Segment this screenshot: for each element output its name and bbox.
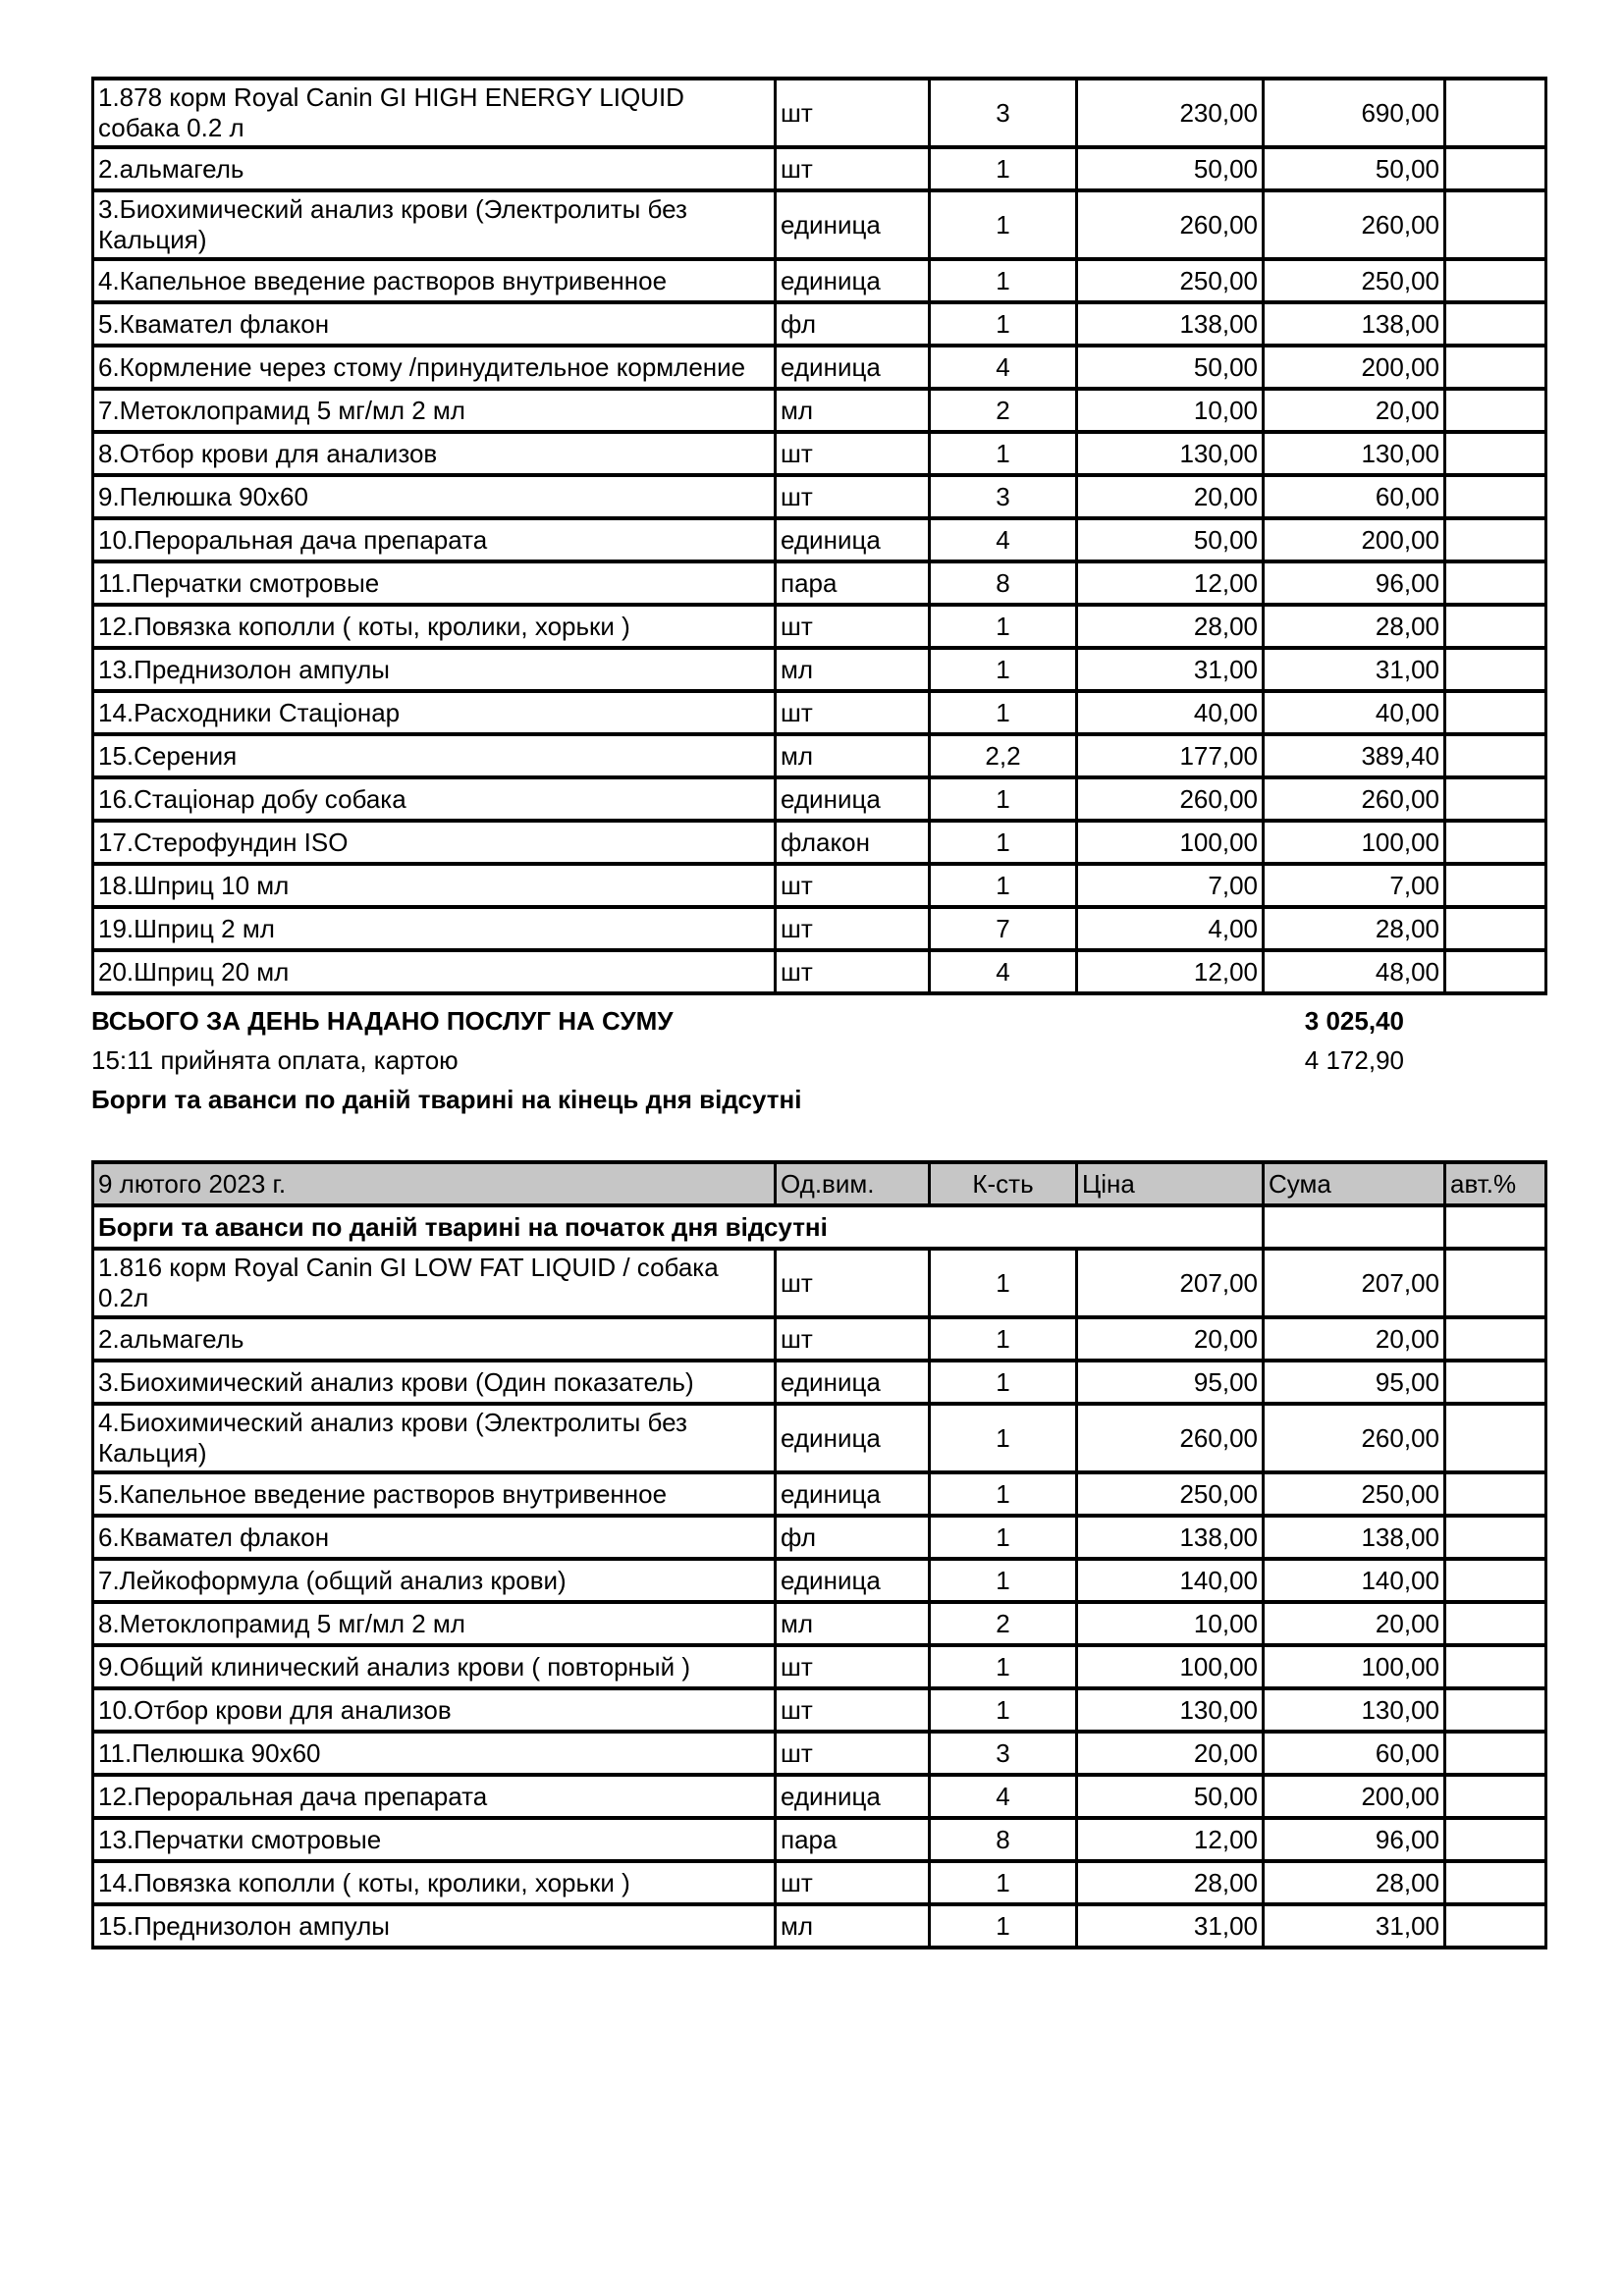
item-sum: 260,00	[1264, 190, 1445, 259]
item-name: 4.Биохимический анализ крови (Электролиты без Кальция)	[93, 1404, 776, 1472]
table-row	[93, 432, 1546, 475]
item-name: 14.Повязка кополли ( коты, кролики, хорьки )	[93, 1861, 776, 1904]
invoice-content	[91, 77, 1544, 1949]
item-quantity: 8	[930, 1818, 1077, 1861]
item-unit: единица	[776, 190, 930, 259]
item-name: 13.Преднизолон ампулы	[93, 648, 776, 691]
item-sum: 260,00	[1264, 777, 1445, 821]
item-price: 12,00	[1077, 950, 1264, 993]
item-price: 100,00	[1077, 1645, 1264, 1688]
item-unit: шт	[776, 147, 930, 190]
item-quantity: 4	[930, 346, 1077, 389]
item-discount-percent	[1445, 691, 1546, 734]
item-sum: 250,00	[1264, 1472, 1445, 1516]
item-name: 2.альмагель	[93, 1317, 776, 1361]
item-name: 16.Стаціонар добу собака	[93, 777, 776, 821]
item-price: 130,00	[1077, 432, 1264, 475]
item-price: 28,00	[1077, 1861, 1264, 1904]
item-discount-percent	[1445, 1818, 1546, 1861]
item-price: 10,00	[1077, 1602, 1264, 1645]
item-sum: 28,00	[1264, 605, 1445, 648]
item-quantity: 1	[930, 147, 1077, 190]
item-unit: единица	[776, 777, 930, 821]
item-unit: мл	[776, 389, 930, 432]
table-row	[93, 518, 1546, 561]
table-row	[93, 1516, 1546, 1559]
item-sum: 100,00	[1264, 1645, 1445, 1688]
debts-start-empty-pct	[1445, 1205, 1546, 1249]
item-unit: шт	[776, 864, 930, 907]
item-price: 260,00	[1077, 777, 1264, 821]
item-quantity: 1	[930, 1249, 1077, 1317]
debts-start-label: Борги та аванси по даній тварині на початок дня відсутні	[93, 1205, 1264, 1249]
item-sum: 140,00	[1264, 1559, 1445, 1602]
item-discount-percent	[1445, 1516, 1546, 1559]
item-price: 138,00	[1077, 1516, 1264, 1559]
header-date: 9 лютого 2023 г.	[93, 1162, 776, 1205]
table-row	[93, 691, 1546, 734]
item-sum: 7,00	[1264, 864, 1445, 907]
item-quantity: 1	[930, 259, 1077, 302]
item-discount-percent	[1445, 1904, 1546, 1948]
item-unit: единица	[776, 1559, 930, 1602]
item-price: 100,00	[1077, 821, 1264, 864]
services-day-table-body	[93, 79, 1546, 993]
table-row	[93, 346, 1546, 389]
debts-start-row	[93, 1205, 1546, 1249]
item-quantity: 4	[930, 1775, 1077, 1818]
item-quantity: 7	[930, 907, 1077, 950]
item-quantity: 1	[930, 1361, 1077, 1404]
item-price: 12,00	[1077, 1818, 1264, 1861]
item-name: 7.Лейкоформула (общий анализ крови)	[93, 1559, 776, 1602]
item-name: 19.Шприц 2 мл	[93, 907, 776, 950]
item-quantity: 1	[930, 821, 1077, 864]
start-table-rows	[93, 1249, 1546, 1948]
item-quantity: 8	[930, 561, 1077, 605]
item-price: 50,00	[1077, 147, 1264, 190]
table-row	[93, 734, 1546, 777]
item-discount-percent	[1445, 1602, 1546, 1645]
item-price: 7,00	[1077, 864, 1264, 907]
item-sum: 200,00	[1264, 1775, 1445, 1818]
item-sum: 31,00	[1264, 1904, 1445, 1948]
item-discount-percent	[1445, 1775, 1546, 1818]
item-sum: 250,00	[1264, 259, 1445, 302]
item-discount-percent	[1445, 302, 1546, 346]
item-discount-percent	[1445, 1645, 1546, 1688]
item-discount-percent	[1445, 950, 1546, 993]
item-discount-percent	[1445, 475, 1546, 518]
table-row	[93, 1559, 1546, 1602]
item-name: 18.Шприц 10 мл	[93, 864, 776, 907]
item-unit: шт	[776, 1861, 930, 1904]
item-sum: 100,00	[1264, 821, 1445, 864]
item-price: 250,00	[1077, 259, 1264, 302]
table-row	[93, 777, 1546, 821]
item-sum: 200,00	[1264, 518, 1445, 561]
item-unit: мл	[776, 734, 930, 777]
item-quantity: 1	[930, 605, 1077, 648]
item-discount-percent	[1445, 1472, 1546, 1516]
table-row	[93, 1775, 1546, 1818]
table-row	[93, 302, 1546, 346]
item-quantity: 1	[930, 1317, 1077, 1361]
item-name: 1.878 корм Royal Canin GI HIGH ENERGY LIQUID собака 0.2 л	[93, 79, 776, 147]
item-name: 8.Отбор крови для анализов	[93, 432, 776, 475]
item-discount-percent	[1445, 864, 1546, 907]
total-label: ВСЬОГО ЗА ДЕНЬ НАДАНО ПОСЛУГ НА СУМУ	[91, 1006, 674, 1036]
payment-label: 15:11 прийнята оплата, картою	[91, 1045, 459, 1075]
item-sum: 260,00	[1264, 1404, 1445, 1472]
table-row	[93, 190, 1546, 259]
item-unit: мл	[776, 1904, 930, 1948]
table-row	[93, 259, 1546, 302]
table-row	[93, 561, 1546, 605]
services-start-table-body	[93, 1162, 1546, 1249]
total-line	[91, 1001, 1544, 1041]
table-row	[93, 821, 1546, 864]
item-quantity: 1	[930, 1861, 1077, 1904]
table-row	[93, 1861, 1546, 1904]
item-name: 8.Метоклопрамид 5 мг/мл 2 мл	[93, 1602, 776, 1645]
item-quantity: 1	[930, 302, 1077, 346]
item-name: 5.Квамател флакон	[93, 302, 776, 346]
item-quantity: 1	[930, 1404, 1077, 1472]
item-sum: 138,00	[1264, 1516, 1445, 1559]
item-name: 5.Капельное введение растворов внутривенное	[93, 1472, 776, 1516]
item-discount-percent	[1445, 1861, 1546, 1904]
item-sum: 48,00	[1264, 950, 1445, 993]
item-name: 12.Пероральная дача препарата	[93, 1775, 776, 1818]
services-start-table	[91, 1160, 1547, 1949]
item-price: 20,00	[1077, 475, 1264, 518]
item-price: 95,00	[1077, 1361, 1264, 1404]
item-discount-percent	[1445, 79, 1546, 147]
item-discount-percent	[1445, 190, 1546, 259]
item-quantity: 3	[930, 475, 1077, 518]
services-day-table	[91, 77, 1547, 995]
item-price: 20,00	[1077, 1317, 1264, 1361]
section-gap	[91, 1119, 1544, 1160]
item-unit: шт	[776, 79, 930, 147]
item-name: 11.Пелюшка 90х60	[93, 1732, 776, 1775]
item-name: 4.Капельное введение растворов внутривенное	[93, 259, 776, 302]
item-name: 10.Отбор крови для анализов	[93, 1688, 776, 1732]
header-unit: Од.вим.	[776, 1162, 930, 1205]
item-price: 4,00	[1077, 907, 1264, 950]
item-unit: шт	[776, 950, 930, 993]
item-sum: 50,00	[1264, 147, 1445, 190]
table-row	[93, 1472, 1546, 1516]
item-name: 7.Метоклопрамид 5 мг/мл 2 мл	[93, 389, 776, 432]
debts-end-label: Борги та аванси по даній тварині на кінець дня відсутні	[91, 1085, 802, 1114]
item-unit: шт	[776, 475, 930, 518]
item-discount-percent	[1445, 821, 1546, 864]
payment-line	[91, 1041, 1544, 1080]
item-sum: 60,00	[1264, 1732, 1445, 1775]
item-name: 6.Квамател флакон	[93, 1516, 776, 1559]
item-discount-percent	[1445, 1317, 1546, 1361]
item-quantity: 1	[930, 648, 1077, 691]
item-unit: единица	[776, 1404, 930, 1472]
item-unit: шт	[776, 1249, 930, 1317]
item-sum: 60,00	[1264, 475, 1445, 518]
item-discount-percent	[1445, 389, 1546, 432]
item-price: 260,00	[1077, 190, 1264, 259]
item-quantity: 4	[930, 518, 1077, 561]
item-sum: 31,00	[1264, 648, 1445, 691]
item-sum: 138,00	[1264, 302, 1445, 346]
debts-start-empty-sum	[1264, 1205, 1445, 1249]
table-row	[93, 1404, 1546, 1472]
table-row	[93, 1602, 1546, 1645]
item-discount-percent	[1445, 561, 1546, 605]
item-quantity: 4	[930, 950, 1077, 993]
item-quantity: 2,2	[930, 734, 1077, 777]
item-price: 50,00	[1077, 1775, 1264, 1818]
item-discount-percent	[1445, 1249, 1546, 1317]
table-row	[93, 1818, 1546, 1861]
item-quantity: 1	[930, 1472, 1077, 1516]
item-price: 50,00	[1077, 518, 1264, 561]
item-discount-percent	[1445, 259, 1546, 302]
item-sum: 40,00	[1264, 691, 1445, 734]
item-unit: шт	[776, 1732, 930, 1775]
item-discount-percent	[1445, 432, 1546, 475]
item-name: 20.Шприц 20 мл	[93, 950, 776, 993]
item-price: 40,00	[1077, 691, 1264, 734]
item-name: 14.Расходники Стаціонар	[93, 691, 776, 734]
item-name: 15.Серения	[93, 734, 776, 777]
item-unit: пара	[776, 561, 930, 605]
item-quantity: 1	[930, 777, 1077, 821]
day-summary	[91, 1001, 1544, 1119]
item-sum: 95,00	[1264, 1361, 1445, 1404]
item-unit: единица	[776, 518, 930, 561]
item-price: 31,00	[1077, 1904, 1264, 1948]
item-name: 13.Перчатки смотровые	[93, 1818, 776, 1861]
item-discount-percent	[1445, 1688, 1546, 1732]
item-name: 12.Повязка кополли ( коты, кролики, хорьки )	[93, 605, 776, 648]
item-sum: 20,00	[1264, 1602, 1445, 1645]
item-unit: флакон	[776, 821, 930, 864]
item-quantity: 3	[930, 1732, 1077, 1775]
item-name: 1.816 корм Royal Canin GI LOW FAT LIQUID / собака 0.2л	[93, 1249, 776, 1317]
item-price: 28,00	[1077, 605, 1264, 648]
item-sum: 20,00	[1264, 1317, 1445, 1361]
item-discount-percent	[1445, 1559, 1546, 1602]
item-unit: шт	[776, 907, 930, 950]
item-unit: единица	[776, 1775, 930, 1818]
item-quantity: 1	[930, 1904, 1077, 1948]
item-discount-percent	[1445, 518, 1546, 561]
item-discount-percent	[1445, 147, 1546, 190]
header-discount-percent: авт.%	[1445, 1162, 1546, 1205]
item-unit: единица	[776, 259, 930, 302]
item-unit: единица	[776, 1472, 930, 1516]
item-price: 50,00	[1077, 346, 1264, 389]
item-unit: шт	[776, 1688, 930, 1732]
item-price: 12,00	[1077, 561, 1264, 605]
table-row	[93, 1688, 1546, 1732]
item-unit: фл	[776, 302, 930, 346]
table-row	[93, 864, 1546, 907]
item-discount-percent	[1445, 605, 1546, 648]
table-row	[93, 648, 1546, 691]
item-quantity: 1	[930, 1516, 1077, 1559]
item-price: 207,00	[1077, 1249, 1264, 1317]
item-sum: 207,00	[1264, 1249, 1445, 1317]
table-row	[93, 147, 1546, 190]
table-row	[93, 950, 1546, 993]
item-unit: мл	[776, 648, 930, 691]
item-quantity: 1	[930, 864, 1077, 907]
item-sum: 28,00	[1264, 907, 1445, 950]
header-price: Ціна	[1077, 1162, 1264, 1205]
debts-end-line	[91, 1080, 1544, 1119]
item-discount-percent	[1445, 907, 1546, 950]
item-price: 140,00	[1077, 1559, 1264, 1602]
item-discount-percent	[1445, 648, 1546, 691]
table-row	[93, 1317, 1546, 1361]
total-value: 3 025,40	[1304, 1006, 1404, 1036]
table-row	[93, 907, 1546, 950]
item-name: 2.альмагель	[93, 147, 776, 190]
item-name: 17.Стерофундин ISO	[93, 821, 776, 864]
item-price: 177,00	[1077, 734, 1264, 777]
start-table-header-row	[93, 1162, 1546, 1205]
item-price: 230,00	[1077, 79, 1264, 147]
item-quantity: 1	[930, 432, 1077, 475]
item-sum: 96,00	[1264, 1818, 1445, 1861]
item-quantity: 2	[930, 1602, 1077, 1645]
item-discount-percent	[1445, 734, 1546, 777]
item-quantity: 3	[930, 79, 1077, 147]
item-price: 10,00	[1077, 389, 1264, 432]
item-price: 31,00	[1077, 648, 1264, 691]
item-quantity: 1	[930, 190, 1077, 259]
item-unit: шт	[776, 1645, 930, 1688]
item-name: 9.Пелюшка 90х60	[93, 475, 776, 518]
item-unit: фл	[776, 1516, 930, 1559]
item-unit: мл	[776, 1602, 930, 1645]
item-unit: шт	[776, 432, 930, 475]
table-row	[93, 79, 1546, 147]
table-row	[93, 1361, 1546, 1404]
item-discount-percent	[1445, 346, 1546, 389]
item-sum: 20,00	[1264, 389, 1445, 432]
item-name: 11.Перчатки смотровые	[93, 561, 776, 605]
item-price: 20,00	[1077, 1732, 1264, 1775]
item-quantity: 1	[930, 1559, 1077, 1602]
item-price: 130,00	[1077, 1688, 1264, 1732]
item-quantity: 1	[930, 1645, 1077, 1688]
table-row	[93, 1904, 1546, 1948]
item-unit: пара	[776, 1818, 930, 1861]
header-sum: Сума	[1264, 1162, 1445, 1205]
item-price: 260,00	[1077, 1404, 1264, 1472]
item-sum: 130,00	[1264, 1688, 1445, 1732]
table-row	[93, 1732, 1546, 1775]
item-price: 250,00	[1077, 1472, 1264, 1516]
item-name: 6.Кормление через стому /принудительное кормление	[93, 346, 776, 389]
item-discount-percent	[1445, 1361, 1546, 1404]
table-row	[93, 475, 1546, 518]
item-discount-percent	[1445, 777, 1546, 821]
item-quantity: 2	[930, 389, 1077, 432]
item-unit: единица	[776, 346, 930, 389]
table-row	[93, 1249, 1546, 1317]
item-sum: 96,00	[1264, 561, 1445, 605]
table-row	[93, 389, 1546, 432]
item-name: 15.Преднизолон ампулы	[93, 1904, 776, 1948]
item-quantity: 1	[930, 691, 1077, 734]
item-unit: шт	[776, 691, 930, 734]
item-name: 3.Биохимический анализ крови (Электролиты без Кальция)	[93, 190, 776, 259]
item-name: 9.Общий клинический анализ крови ( повторный )	[93, 1645, 776, 1688]
item-sum: 389,40	[1264, 734, 1445, 777]
item-price: 138,00	[1077, 302, 1264, 346]
header-quantity: К-сть	[930, 1162, 1077, 1205]
item-sum: 690,00	[1264, 79, 1445, 147]
item-sum: 200,00	[1264, 346, 1445, 389]
item-unit: шт	[776, 605, 930, 648]
item-discount-percent	[1445, 1404, 1546, 1472]
table-row	[93, 1645, 1546, 1688]
item-discount-percent	[1445, 1732, 1546, 1775]
payment-value: 4 172,90	[1304, 1045, 1404, 1075]
item-quantity: 1	[930, 1688, 1077, 1732]
item-unit: единица	[776, 1361, 930, 1404]
table-row	[93, 605, 1546, 648]
item-sum: 130,00	[1264, 432, 1445, 475]
item-unit: шт	[776, 1317, 930, 1361]
item-name: 3.Биохимический анализ крови (Один показатель)	[93, 1361, 776, 1404]
item-name: 10.Пероральная дача препарата	[93, 518, 776, 561]
item-sum: 28,00	[1264, 1861, 1445, 1904]
